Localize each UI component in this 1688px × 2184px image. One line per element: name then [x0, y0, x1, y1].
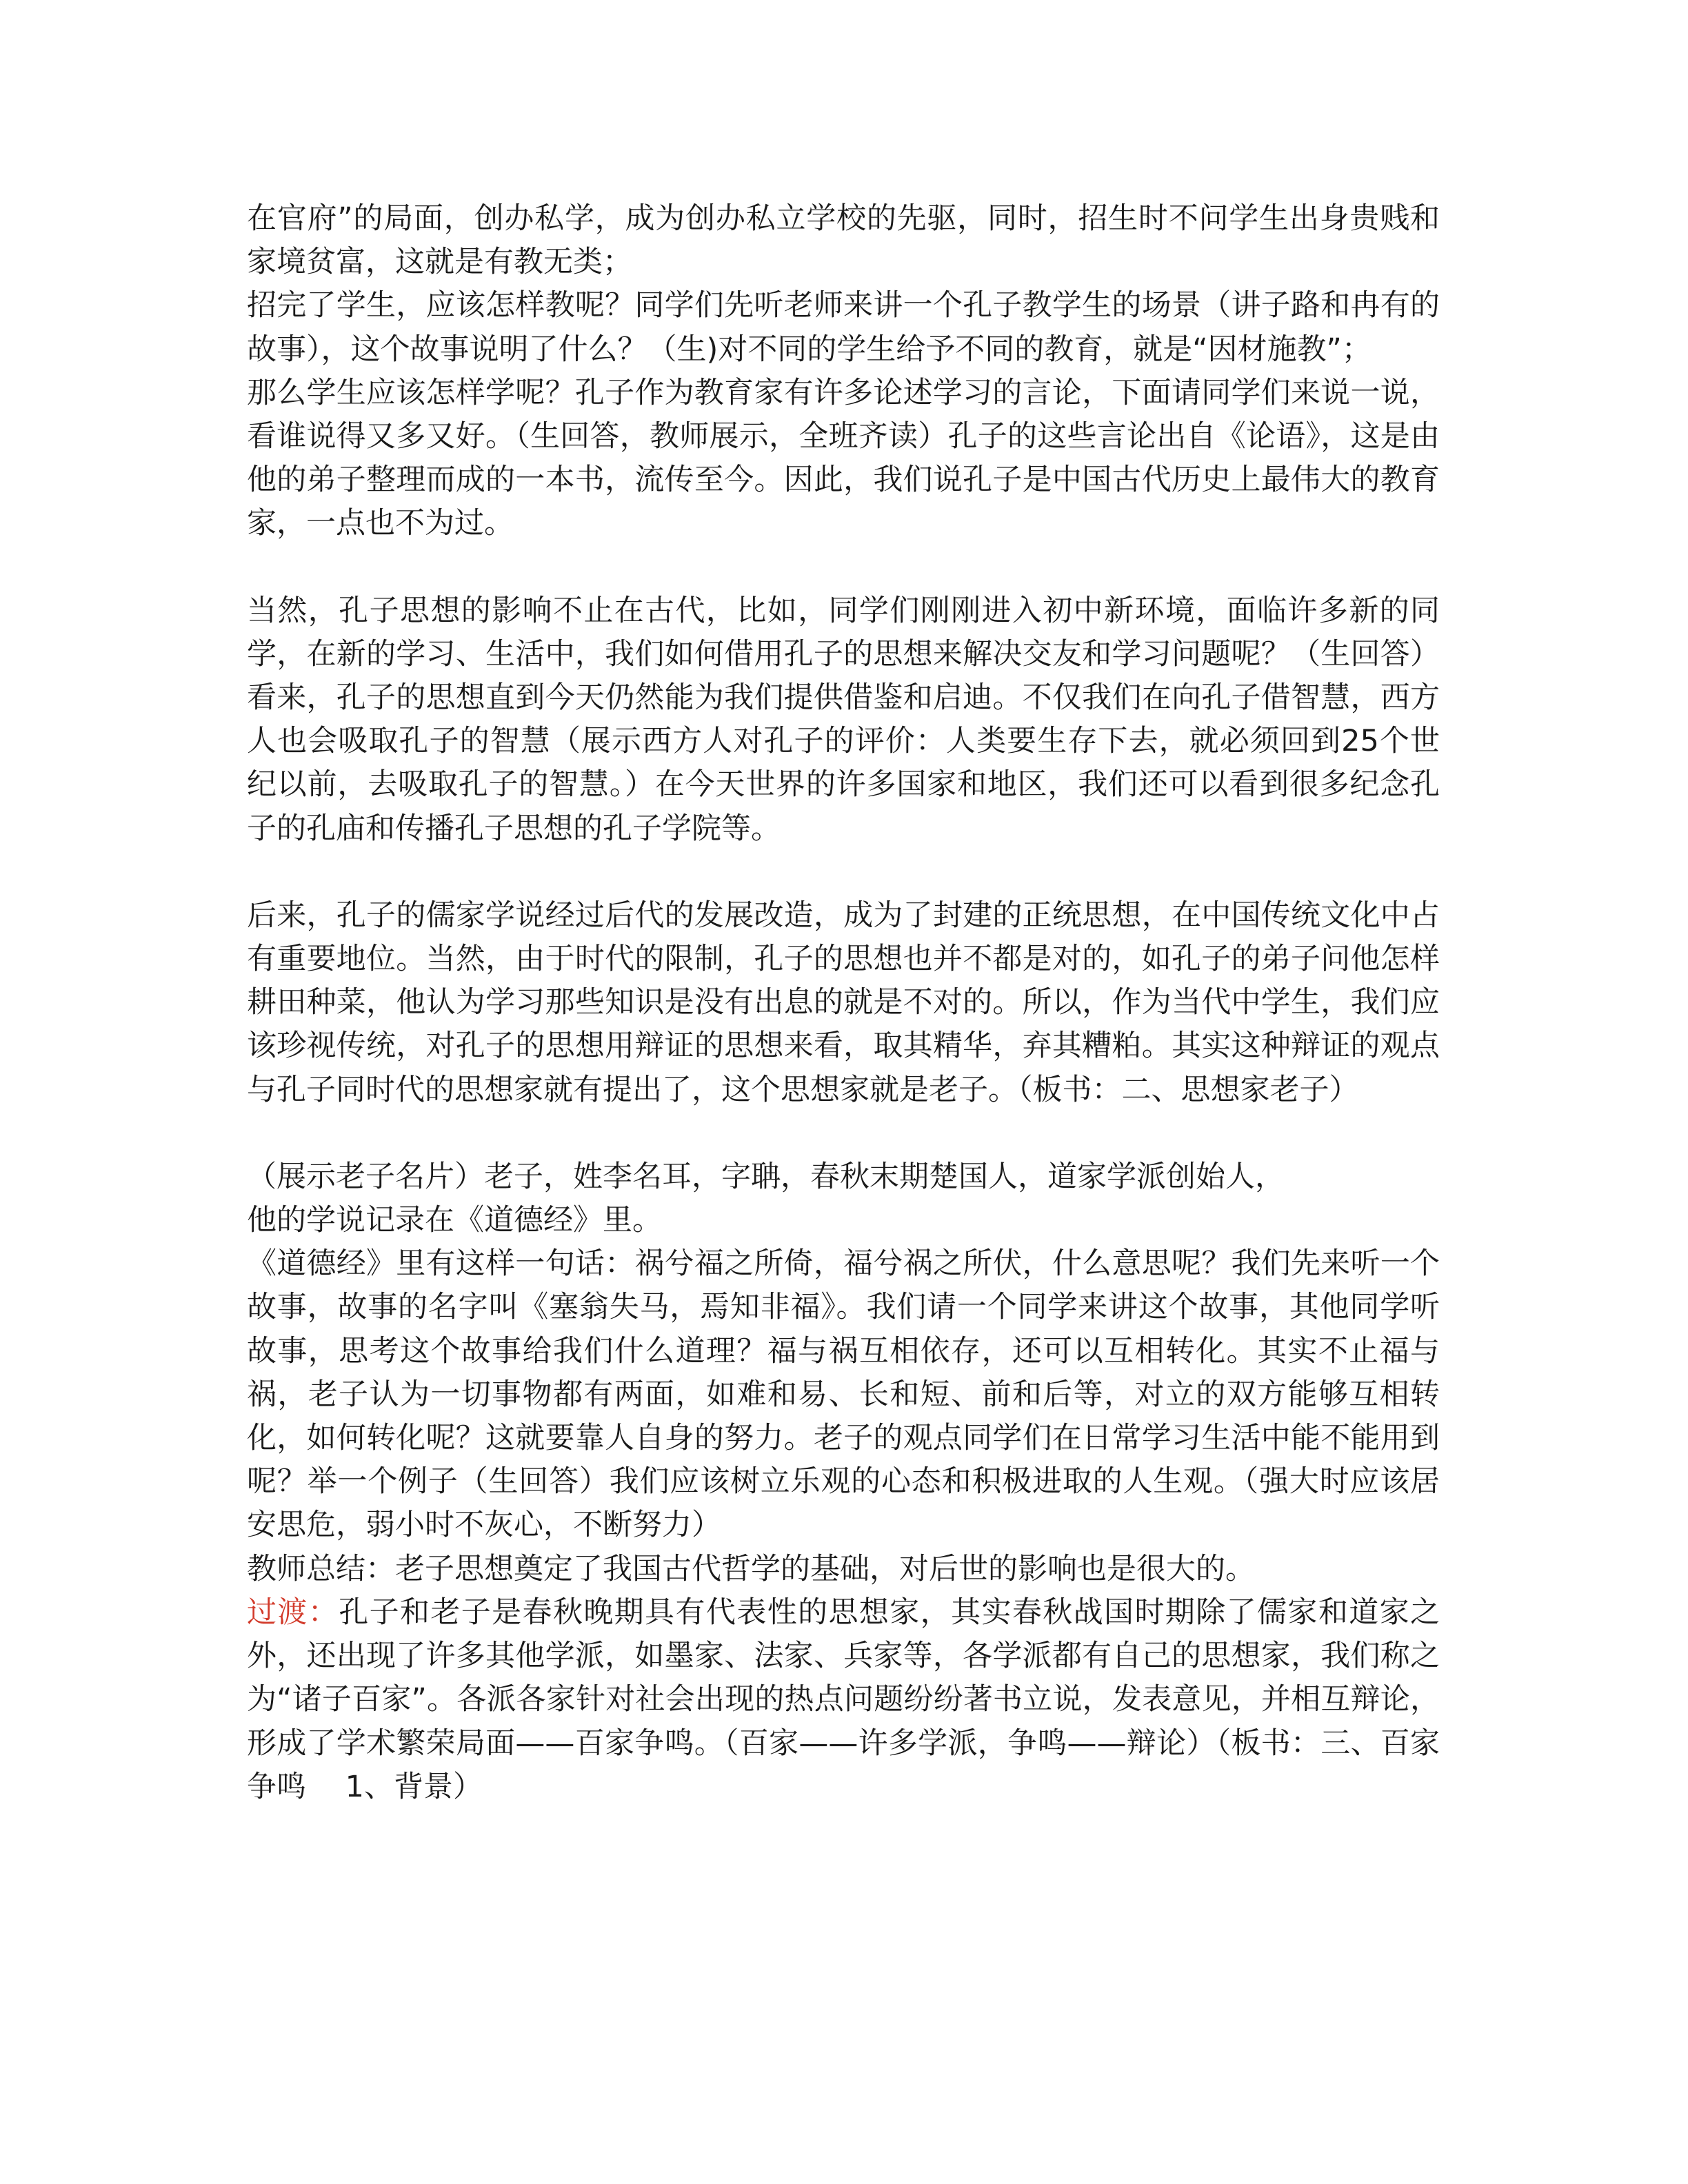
- paragraph-laozi-card: （展示老子名片）老子，姓李名耳，字聃，春秋末期楚国人，道家学派创始人， 他的学说记录在《道德经》里。: [247, 1159, 1285, 1238]
- paragraph-learning-method: 那么学生应该怎样学呢？孔子作为教育家有许多论述学习的言论，下面请同学们来说一说，看谁说得又多又好。（生回答，教师展示，全班齐读）孔子的这些言论出自《论语》，这是由他的弟子整理而成的一本书，流传至今。因此，我们说孔子是中国古代历史上最伟大的教育家，一点也不为过。: [247, 375, 1440, 541]
- paragraph-gap: [247, 851, 1440, 894]
- paragraph-transition: [247, 1591, 1440, 1809]
- paragraph-confucius-influence: 当然，孔子思想的影响不止在古代，比如，同学们刚刚进入初中新环境，面临许多新的同学，在新的学习、生活中，我们如何借用孔子的思想来解决交友和学习问题呢？（生回答）看来，孔子的思想直到今天仍然能为我们提供借鉴和启迪。不仅我们在向孔子借智慧，西方人也会吸取孔子的智慧（展示西方人对孔子的评价：人类要生存下去，就必须回到25个世纪以前，去吸取孔子的智慧。）在今天世界的许多国家和地区，我们还可以看到很多纪念孔子的孔庙和传播孔子思想的孔子学院等。: [247, 593, 1440, 846]
- paragraph-daodejing: 《道德经》里有这样一句话：祸兮福之所倚，福兮祸之所伏，什么意思呢？我们先来听一个故事，故事的名字叫《塞翁失马，焉知非福》。我们请一个同学来讲这个故事，其他同学听故事，思考这个故事给我们什么道理？福与祸互相依存，还可以互相转化。其实不止福与祸，老子认为一切事物都有两面，如难和易、长和短、前和后等，对立的双方能够互相转化，如何转化呢？这就要靠人自身的努力。老子的观点同学们在日常学习生活中能不能用到呢？举一个例子（生回答）我们应该树立乐观的心态和积极进取的人生观。（强大时应该居安思危，弱小时不灰心，不断努力）: [247, 1246, 1440, 1543]
- paragraph-gap: [247, 546, 1440, 589]
- transition-label: 过渡：: [247, 1595, 339, 1630]
- document-page: [247, 197, 1440, 1809]
- paragraph-confucianism-later: 后来，孔子的儒家学说经过后代的发展改造，成为了封建的正统思想，在中国传统文化中占有重要地位。当然，由于时代的限制，孔子的思想也并不都是对的，如孔子的弟子问他怎样耕田种菜，他认为学习那些知识是没有出息的就是不对的。所以，作为当代中学生，我们应该珍视传统，对孔子的思想用辩证的思想来看，取其精华，弃其糟粕。其实这种辩证的观点与孔子同时代的思想家就有提出了，这个思想家就是老子。（板书：二、思想家老子）: [247, 898, 1440, 1107]
- transition-text: 孔子和老子是春秋晚期具有代表性的思想家，其实春秋战国时期除了儒家和道家之外，还出现了许多其他学派，如墨家、法家、兵家等，各学派都有自己的思想家，我们称之为“诸子百家”。各派各家针对社会出现的热点问题纷纷著书立说，发表意见，并相互辩论，形成了学术繁荣局面——百家争鸣。（百家——许多学派，争鸣——辩论）（板书：三、百家争鸣 1、背景）: [247, 1595, 1440, 1804]
- paragraph-teaching-method: 招完了学生，应该怎样教呢？同学们先听老师来讲一个孔子教学生的场景（讲子路和冉有的故事），这个故事说明了什么？（生)对不同的学生给予不同的教育，就是“因材施教”；: [247, 288, 1440, 367]
- paragraph-private-school: 在官府”的局面，创办私学，成为创办私立学校的先驱，同时，招生时不问学生出身贵贱和家境贫富，这就是有教无类；: [247, 201, 1440, 280]
- paragraph-gap: [247, 1112, 1440, 1155]
- paragraph-teacher-summary: 教师总结：老子思想奠定了我国古代哲学的基础，对后世的影响也是很大的。: [247, 1551, 1255, 1586]
